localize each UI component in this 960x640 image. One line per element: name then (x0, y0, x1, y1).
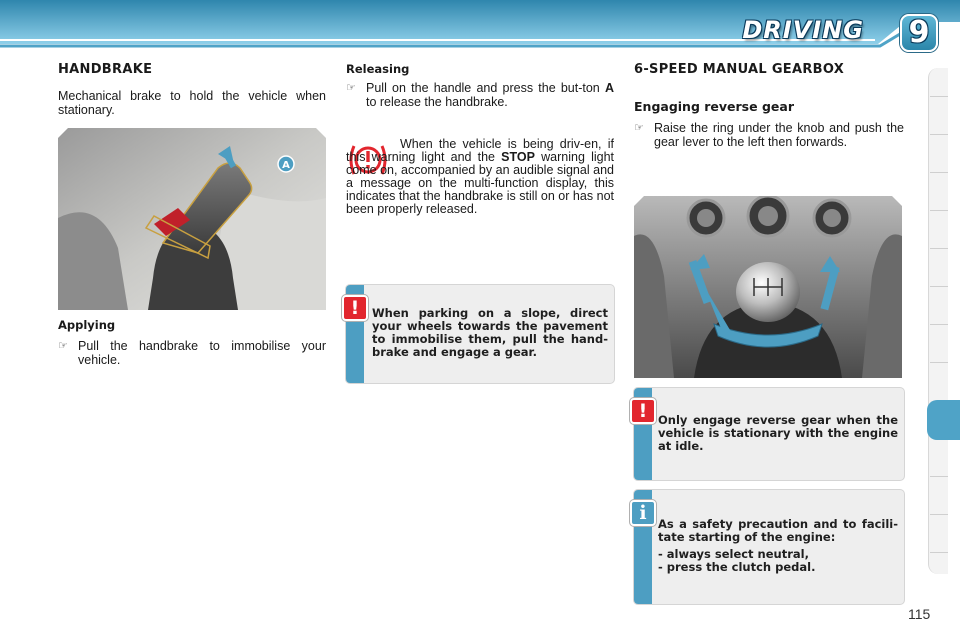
tab-divider (930, 362, 948, 363)
warning-icon: ! (630, 398, 656, 424)
tab-divider (930, 134, 948, 135)
warning-text-before: When the vehicle is being driv-en, if this warning light and the (346, 137, 614, 164)
releasing-heading: Releasing (346, 62, 410, 76)
pointing-hand-icon: ☞ (634, 122, 644, 134)
releasing-instruction (346, 82, 614, 109)
applying-text: Pull the handbrake to immobilise your vehicle. (78, 339, 326, 367)
releasing-button-ref: A (604, 81, 614, 95)
reverse-gear-notice (634, 388, 904, 480)
chapter-number-badge (900, 14, 938, 52)
info-icon: i (630, 500, 656, 526)
page-number: 115 (908, 606, 931, 622)
chapter-tab-strip (928, 68, 948, 574)
releasing-text-after: to release the handbrake. (366, 94, 508, 109)
handbrake-section (58, 62, 326, 117)
applying-heading: Applying (58, 318, 116, 332)
handbrake-photo (58, 128, 326, 310)
slope-parking-text: When parking on a slope, direct your wheels towards the pavement to immobilise them, pull the hand-brake and engage a gear. (372, 306, 608, 359)
handbrake-intro: Mechanical brake to hold the vehicle when stationary. (58, 89, 326, 117)
tab-divider (930, 286, 948, 287)
warning-light-section (346, 138, 614, 216)
chapter-number: 9 (908, 15, 930, 50)
chapter-title: DRIVING (742, 16, 864, 44)
warning-text-after: warning light come on, accompanied by an audible signal and a message on the multi-function display, this indicates that the handbrake is still on or has not been properly released. (346, 150, 614, 216)
slope-parking-notice (346, 285, 614, 383)
releasing-text-before: Pull on the handle and press the but-ton (366, 81, 605, 95)
gearbox-title: 6-SPEED MANUAL GEARBOX (634, 62, 845, 77)
applying-section (58, 318, 326, 367)
safety-info-item: - press the clutch pedal. (658, 560, 816, 574)
safety-info-content (658, 518, 898, 574)
chapter-tab-active[interactable] (927, 400, 960, 440)
tab-divider (930, 172, 948, 173)
pointing-hand-icon: ☞ (346, 82, 356, 94)
warning-icon: ! (342, 295, 368, 321)
pointing-hand-icon: ☞ (58, 340, 68, 352)
stop-label: STOP (501, 150, 535, 164)
tab-divider (930, 96, 948, 97)
tab-divider (930, 514, 948, 515)
safety-info-notice (634, 490, 904, 604)
photo-label-a: A (282, 160, 290, 171)
handbrake-title: HANDBRAKE (58, 62, 153, 77)
releasing-section (346, 62, 614, 109)
applying-instruction (58, 340, 326, 367)
tab-divider (930, 324, 948, 325)
warning-light-text (346, 138, 614, 216)
tab-divider (930, 248, 948, 249)
tab-divider (930, 210, 948, 211)
gearbox-section (634, 62, 904, 149)
safety-info-heading: As a safety precaution and to facili-tate starting of the engine: (658, 517, 898, 544)
tab-divider (930, 476, 948, 477)
chapter-header (0, 0, 960, 58)
reverse-gear-notice-text: Only engage reverse gear when the vehicle is stationary with the engine at idle. (658, 413, 898, 453)
gearbox-photo (634, 196, 902, 378)
reverse-gear-text: Raise the ring under the knob and push the gear lever to the left then forwards. (654, 121, 904, 149)
reverse-gear-heading: Engaging reverse gear (634, 99, 794, 114)
reverse-gear-instruction (634, 122, 904, 149)
safety-info-item: - always select neutral, (658, 547, 809, 561)
tab-divider (930, 552, 948, 553)
